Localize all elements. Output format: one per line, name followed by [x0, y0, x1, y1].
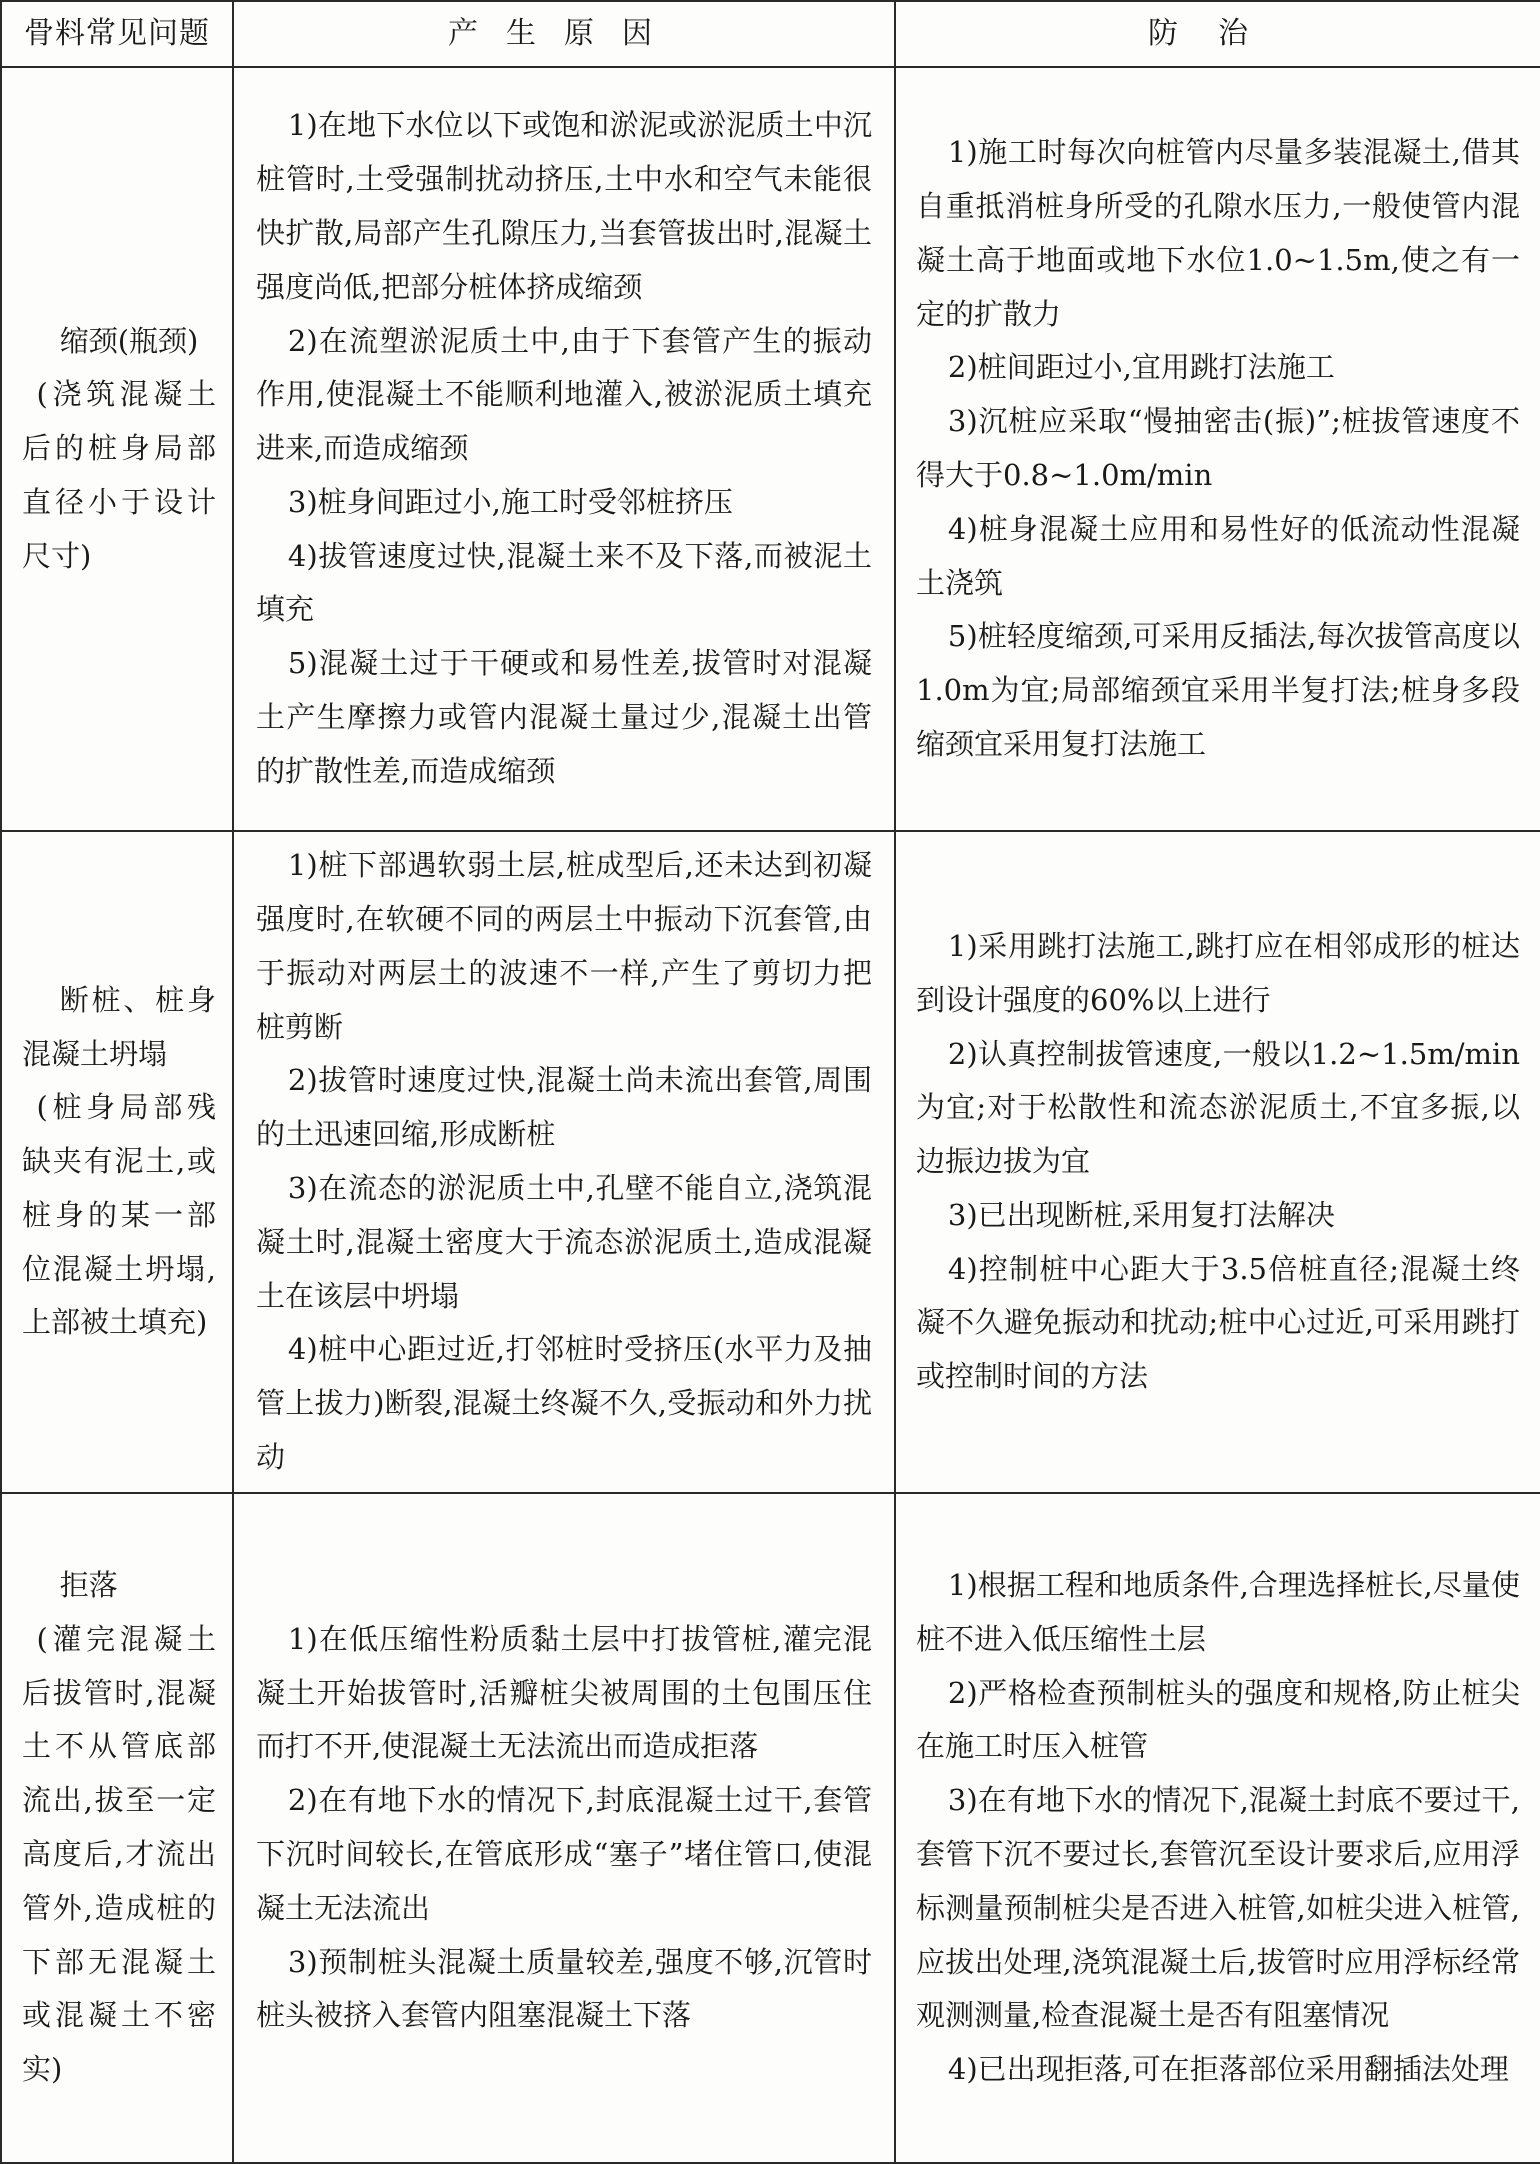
header-problem: 骨料常见问题 [1, 1, 233, 67]
table-row [1, 831, 1540, 1493]
problem-cell [1, 1493, 233, 2163]
cause-cell [233, 1493, 895, 2163]
header-cause: 产生原因 [233, 1, 895, 67]
prevention-item: 4)桩身混凝土应用和易性好的低流动性混凝土浇筑 [916, 511, 1520, 600]
cause-item: 1)桩下部遇软弱土层,桩成型后,还未达到初凝强度时,在软硬不同的两层土中振动下沉套管,由于振动对两层土的波速不一样,产生了剪切力把桩剪断 [256, 848, 872, 1044]
prevention-item: 4)控制桩中心距大于3.5倍桩直径;混凝土终凝不久避免振动和扰动;桩中心过近,可采用跳打或控制时间的方法 [916, 1251, 1520, 1394]
prevention-cell [895, 831, 1540, 1493]
cause-item: 1)在地下水位以下或饱和淤泥或淤泥质土中沉桩管时,土受强制扰动挤压,土中水和空气未能很快扩散,局部产生孔隙压力,当套管拔出时,混凝土强度尚低,把部分桩体挤成缩颈 [256, 108, 872, 304]
prevention-item: 1)采用跳打法施工,跳打应在相邻成形的桩达到设计强度的60%以上进行 [916, 928, 1520, 1017]
prevention-item: 1)施工时每次向桩管内尽量多装混凝土,借其自重抵消桩身所受的孔隙水压力,一般使管内混凝土高于地面或地下水位1.0~1.5m,使之有一定的扩散力 [916, 135, 1520, 331]
header-row [1, 1, 1540, 67]
cause-item: 2)在有地下水的情况下,封底混凝土过干,套管下沉时间较长,在管底形成“塞子”堵住管口,使混凝土无法流出 [256, 1783, 872, 1925]
prevention-cell [895, 67, 1540, 831]
prevention-item: 2)认真控制拔管速度,一般以1.2~1.5m/min为宜;对于松散性和流态淤泥质土,不宜多振,以边振边拔为宜 [916, 1036, 1520, 1179]
cause-cell [233, 831, 895, 1493]
problem-cell [1, 67, 233, 831]
problem-name: 断桩、桩身混凝土坍塌 [22, 982, 216, 1071]
table-row [1, 1493, 1540, 2163]
cause-item: 1)在低压缩性粉质黏土层中打拔管桩,灌完混凝土开始拔管时,活瓣桩尖被周围的土包围压住而打不开,使混凝土无法流出而造成拒落 [256, 1621, 872, 1764]
cause-item: 2)拔管时速度过快,混凝土尚未流出套管,周围的土迅速回缩,形成断桩 [256, 1063, 872, 1152]
problem-description: (桩身局部残缺夹有泥土,或桩身的某一部位混凝土坍塌,上部被土填充) [22, 1090, 216, 1340]
problem-description: (浇筑混凝土后的桩身局部直径小于设计尺寸) [22, 377, 216, 573]
prevention-item: 1)根据工程和地质条件,合理选择桩长,尽量使桩不进入低压缩性土层 [916, 1568, 1520, 1656]
prevention-item: 3)沉桩应采取“慢抽密击(振)”;桩拔管速度不得大于0.8~1.0m/min [916, 404, 1520, 492]
header-prevention: 防治 [895, 1, 1540, 67]
problem-cell [1, 831, 233, 1493]
prevention-item: 2)严格检查预制桩头的强度和规格,防止桩尖在施工时压入桩管 [916, 1675, 1520, 1764]
prevention-item: 3)在有地下水的情况下,混凝土封底不要过干,套管下沉不要过长,套管沉至设计要求后,应用浮标测量预制桩尖是否进入桩管,如桩尖进入桩管,应拔出处理,浇筑混凝土后,拔管时应用浮标经常观测测量,检查混凝土是否有阻塞情况 [916, 1783, 1520, 2033]
cause-item: 4)拔管速度过快,混凝土来不及下落,而被泥土填充 [256, 538, 872, 627]
cause-item: 3)桩身间距过小,施工时受邻桩挤压 [287, 484, 733, 519]
prevention-item: 2)桩间距过小,宜用跳打法施工 [947, 350, 1335, 385]
prevention-item: 4)已出现拒落,可在拒落部位采用翻插法处理 [947, 2052, 1509, 2087]
problem-name: 缩颈(瓶颈) [59, 323, 199, 358]
cause-cell [233, 67, 895, 831]
cause-item: 5)混凝土过于干硬或和易性差,拔管时对混凝土产生摩擦力或管内混凝土量过少,混凝土出管的扩散性差,而造成缩颈 [256, 646, 872, 788]
cause-item: 4)桩中心距过近,打邻桩时受挤压(水平力及抽管上拔力)断裂,混凝土终凝不久,受振动和外力扰动 [256, 1332, 872, 1474]
cause-item: 3)预制桩头混凝土质量较差,强度不够,沉管时桩头被挤入套管内阻塞混凝土下落 [256, 1944, 872, 2033]
cause-item: 3)在流态的淤泥质土中,孔壁不能自立,浇筑混凝土时,混凝土密度大于流态淤泥质土,造成混凝土在该层中坍塌 [256, 1171, 872, 1313]
table-row [1, 67, 1540, 831]
prevention-item: 3)已出现断桩,采用复打法解决 [947, 1197, 1335, 1232]
prevention-item: 5)桩轻度缩颈,可采用反插法,每次拔管高度以1.0m为宜;局部缩颈宜采用半复打法;桩身多段缩颈宜采用复打法施工 [916, 619, 1520, 761]
problem-name: 拒落 [59, 1568, 118, 1603]
cause-item: 2)在流塑淤泥质土中,由于下套管产生的振动作用,使混凝土不能顺利地灌入,被淤泥质土填充进来,而造成缩颈 [256, 323, 872, 466]
problem-description: (灌完混凝土后拔管时,混凝土不从管底部流出,拔至一定高度后,才流出管外,造成桩的下部无混凝土或混凝土不密实) [22, 1621, 216, 2087]
prevention-cell [895, 1493, 1540, 2163]
